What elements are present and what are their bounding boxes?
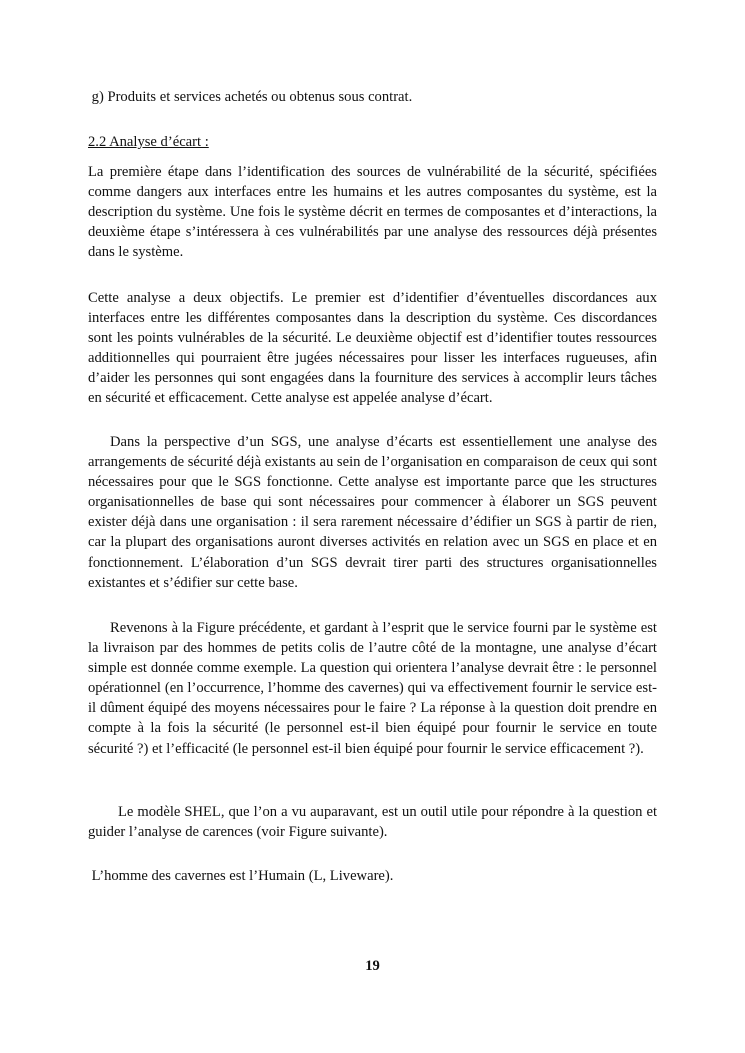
- section-heading-text: 2.2 Analyse d’écart :: [88, 134, 209, 150]
- paragraph-4: Revenons à la Figure précédente, et gardant à l’esprit que le service fourni par le système est la livraison par des hommes de petits colis de l’autre côté de la montagne, une analyse d’écart simple est donnée comme exemple. La question qui orientera l’analyse devrait être : le personnel opérationnel (en l’occurrence, l’homme des cavernes) qui va effectivement fournir le service est-il dûment équipé des moyens nécessaires pour le faire ? La réponse à la question doit prendre en compte à la fois la sécurité (le personnel est-il bien équipé pour fournir le service en toute sécurité ?) et l’efficacité (le personnel est-il bien équipé pour fournir le service efficacement ?).: [88, 620, 657, 757]
- closing-line: L’homme des cavernes est l’Humain (L, Liveware).: [88, 868, 394, 884]
- list-item-g: g) Produits et services achetés ou obtenus sous contrat.: [88, 89, 413, 105]
- paragraph-5: Le modèle SHEL, que l’on a vu auparavant, est un outil utile pour répondre à la question et guider l’analyse de carences (voir Figure suivante).: [88, 804, 657, 841]
- paragraph-1: La première étape dans l’identification des sources de vulnérabilité de la sécurité, spécifiées comme dangers aux interfaces entre les humains et les autres composantes du système, est la description du système. Une fois le système décrit en termes de composantes et d’interactions, la deuxième étape s’intéressera à ces vulnérabilités par une analyse des ressources déjà présentes dans le système.: [88, 164, 657, 261]
- page-number: 19: [365, 958, 380, 974]
- section-heading: [88, 132, 657, 152]
- paragraph-2: Cette analyse a deux objectifs. Le premier est d’identifier d’éventuelles discordances aux interfaces entre les différentes composantes dans la description du système. Ces discordances sont les points vulnérables de la sécurité. Le deuxième objectif est d’identifier toutes ressources additionnelles qui pourraient être jugées nécessaires pour lisser les interfaces rugueuses, afin d’aider les personnes qui sont engagées dans la fourniture des services à accomplir leurs tâches en sécurité et efficacement. Cette analyse est appelée analyse d’écart.: [88, 290, 657, 407]
- paragraph-3: Dans la perspective d’un SGS, une analyse d’écarts est essentiellement une analyse des arrangements de sécurité déjà existants au sein de l’organisation en comparaison de ceux qui sont nécessaires pour que le SGS fonctionne. Cette analyse est importante parce que les structures organisationnelles de base qui sont nécessaires pour commencer à élaborer un SGS peuvent exister déjà dans une organisation : il sera rarement nécessaire d’édifier un SGS à partir de rien, car la plupart des organisations auront diverses activités en relation avec un SGS en place et en fonctionnement. L’élaboration d’un SGS devrait tirer parti des structures organisationnelles existantes et s’édifier sur cette base.: [88, 434, 657, 591]
